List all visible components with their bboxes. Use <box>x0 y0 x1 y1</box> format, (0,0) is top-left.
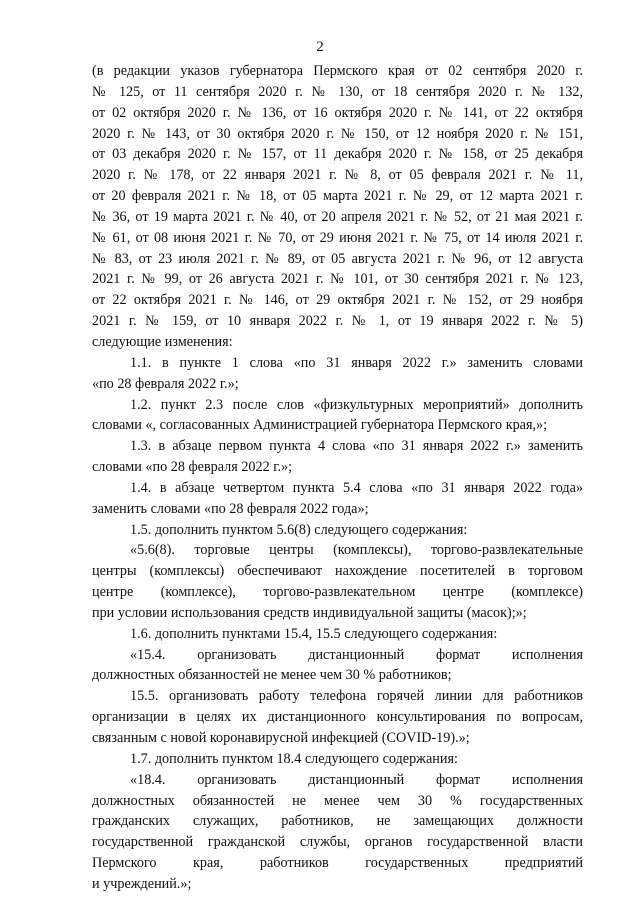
text-line: (в редакции указов губернатора Пермского края от 02 сентября 2020 г. <box>92 63 583 79</box>
text-line: № 61, от 08 июня 2021 г. № 70, от 29 июня 2021 г. № 75, от 14 июля 2021 г. <box>92 229 583 246</box>
text-line: от 03 декабря 2020 г. № 157, от 11 декабря 2020 г. № 158, от 25 декабря <box>92 146 583 163</box>
text-line: от 20 февраля 2021 г. № 18, от 05 марта 2021 г. № 29, от 12 марта 2021 г. <box>92 188 583 205</box>
text-line: 1.2. пункт 2.3 после слов «физкультурных мероприятий» дополнить <box>130 396 583 413</box>
text-line: организации в целях их дистанционного консультирования по вопросам, <box>92 709 583 726</box>
text-line: 1.1. в пункте 1 слова «по 31 января 2022 г.» заменить словами <box>130 354 583 371</box>
text-line: должностных обязанностей не менее чем 30 % государственных <box>92 792 583 809</box>
text-line: связанным с новой коронавирусной инфекцией (COVID-19).»; <box>92 730 470 746</box>
text-line: № 83, от 23 июля 2021 г. № 89, от 05 августа 2021 г. № 96, от 12 августа <box>92 250 583 267</box>
text-line: «18.4. организовать дистанционный формат исполнения <box>130 771 583 788</box>
text-line: гражданских служащих, работников, не замещающих должности <box>92 813 583 830</box>
text-line: «по 28 февраля 2022 г.»; <box>92 375 239 392</box>
text-line: центры (комплексы) обеспечивают нахождение посетителей в торговом <box>92 563 583 580</box>
text-line: следующие изменения: <box>92 333 233 350</box>
text-line: словами «, согласованных Администрацией губернатора Пермского края,»; <box>92 417 548 434</box>
page-number: 2 <box>316 39 324 55</box>
text-line: при условии использования средств индивидуальной защиты (масок);»; <box>92 604 527 621</box>
text-line: и учреждений.»; <box>92 875 192 892</box>
text-line: 1.3. в абзаце первом пункта 4 слова «по 31 января 2022 г.» заменить <box>130 438 583 455</box>
text-line: «5.6(8). торговые центры (комплексы), торгово-развлекательные <box>130 542 583 559</box>
text-line: 1.7. дополнить пунктом 18.4 следующего содержания: <box>130 750 458 767</box>
text-line: 2021 г. № 159, от 10 января 2022 г. № 1, от 19 января 2022 г. № 5) <box>92 313 583 330</box>
text-line: 15.5. организовать работу телефона горячей линии для работников <box>130 688 583 705</box>
text-line: от 02 октября 2020 г. № 136, от 16 октября 2020 г. № 141, от 22 октября <box>92 104 583 121</box>
text-line: № 36, от 19 марта 2021 г. № 40, от 20 апреля 2021 г. № 52, от 21 мая 2021 г. <box>92 208 583 225</box>
text-line: 2020 г. № 178, от 22 января 2021 г. № 8, от 05 февраля 2021 г. № 11, <box>92 167 583 184</box>
text-line: 1.4. в абзаце четвертом пункта 5.4 слова «по 31 января 2022 года» <box>130 479 583 496</box>
text-line: 1.6. дополнить пунктами 15.4, 15.5 следующего содержания: <box>130 625 498 642</box>
text-line: Пермского края, работников государственных предприятий <box>92 855 583 872</box>
text-line: должностных обязанностей не менее чем 30 % работников; <box>92 667 452 684</box>
text-line: 2021 г. № 99, от 26 августа 2021 г. № 101, от 30 сентября 2021 г. № 123, <box>92 271 583 288</box>
text-line: 1.5. дополнить пунктом 5.6(8) следующего содержания: <box>130 521 468 538</box>
text-line: государственной гражданской службы, органов государственной власти <box>92 834 583 851</box>
text-line: № 125, от 11 сентября 2020 г. № 130, от 18 сентября 2020 г. № 132, <box>92 83 583 100</box>
text-line: от 22 октября 2021 г. № 146, от 29 октября 2021 г. № 152, от 29 ноября <box>92 292 583 309</box>
document-body <box>92 61 583 895</box>
text-line: заменить словами «по 28 февраля 2022 года»; <box>92 500 369 517</box>
text-line: центре (комплексе), торгово-развлекательном центре (комплексе) <box>92 584 583 601</box>
text-line: словами «по 28 февраля 2022 г.»; <box>92 459 293 476</box>
text-line: 2020 г. № 143, от 30 октября 2020 г. № 150, от 12 ноября 2020 г. № 151, <box>92 125 583 142</box>
text-line: «15.4. организовать дистанционный формат исполнения <box>130 646 583 663</box>
